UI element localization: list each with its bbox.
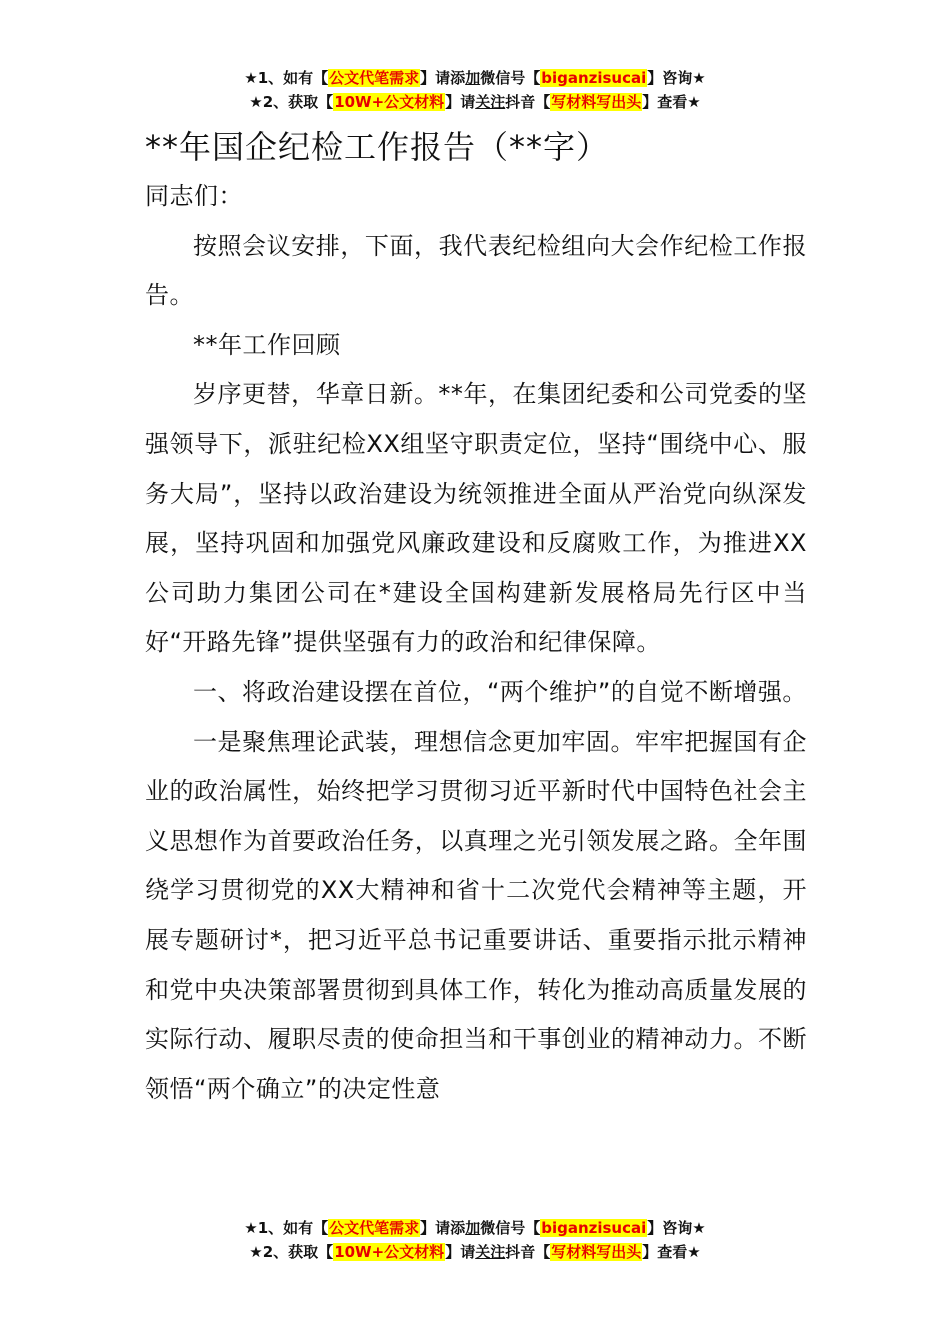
promo-line-1: ★1、如有【公文代笔需求】请添加微信号【biganzisucai】咨询★	[244, 69, 706, 87]
highlight-service: 公文代笔需求	[329, 69, 420, 87]
promo-line-2: ★2、获取【10W+公文材料】请关注抖音【写材料写出头】查看★	[249, 93, 701, 111]
document-body	[145, 172, 807, 1114]
highlight-wechat-id: biganzisucai	[541, 69, 647, 87]
highlight-service: 公文代笔需求	[329, 1219, 420, 1237]
section-heading-review: **年工作回顾	[193, 330, 341, 359]
highlight-wechat-id: biganzisucai	[541, 1219, 647, 1237]
document-title: **年国企纪检工作报告（**字）	[145, 128, 610, 166]
promo-line-1: ★1、如有【公文代笔需求】请添加微信号【biganzisucai】咨询★	[244, 1219, 706, 1237]
promo-banner-top	[0, 66, 950, 114]
highlight-materials: 10W+公文材料	[334, 93, 445, 111]
paragraph-intro: 按照会议安排，下面，我代表纪检组向大会作纪检工作报告。	[145, 231, 807, 310]
paragraph-theory: 一是聚焦理论武装，理想信念更加牢固。牢牢把握国有企业的政治属性，始终把学习贯彻习近平新时代中国特色社会主义思想作为首要政治任务，以真理之光引领发展之路。全年围绕学习贯彻党的XX大精神和省十二次党代会精神等主题，开展专题研讨*，把习近平总书记重要讲话、重要指示批示精神和党中央决策部署贯彻到具体工作，转化为推动高质量发展的实际行动、履职尽责的使命担当和干事创业的精神动力。不断领悟“两个确立”的决定性意	[145, 727, 807, 1103]
promo-line-2: ★2、获取【10W+公文材料】请关注抖音【写材料写出头】查看★	[249, 1243, 701, 1261]
promo-banner-bottom	[0, 1216, 950, 1264]
salutation: 同志们：	[145, 182, 243, 210]
section-heading-one: 一、将政治建设摆在首位，“两个维护”的自觉不断增强。	[193, 677, 807, 706]
highlight-douyin-id: 写材料写出头	[551, 93, 642, 111]
paragraph-overview: 岁序更替，华章日新。**年，在集团纪委和公司党委的坚强领导下，派驻纪检XX组坚守职责定位，坚持“围绕中心、服务大局”，坚持以政治建设为统领推进全面从严治党向纵深发展，坚持巩固和加强党风廉政建设和反腐败工作，为推进XX公司助力集团公司在*建设全国构建新发展格局先行区中当好“开路先锋”提供坚强有力的政治和纪律保障。	[145, 380, 807, 657]
highlight-douyin-id: 写材料写出头	[551, 1243, 642, 1261]
highlight-materials: 10W+公文材料	[334, 1243, 445, 1261]
